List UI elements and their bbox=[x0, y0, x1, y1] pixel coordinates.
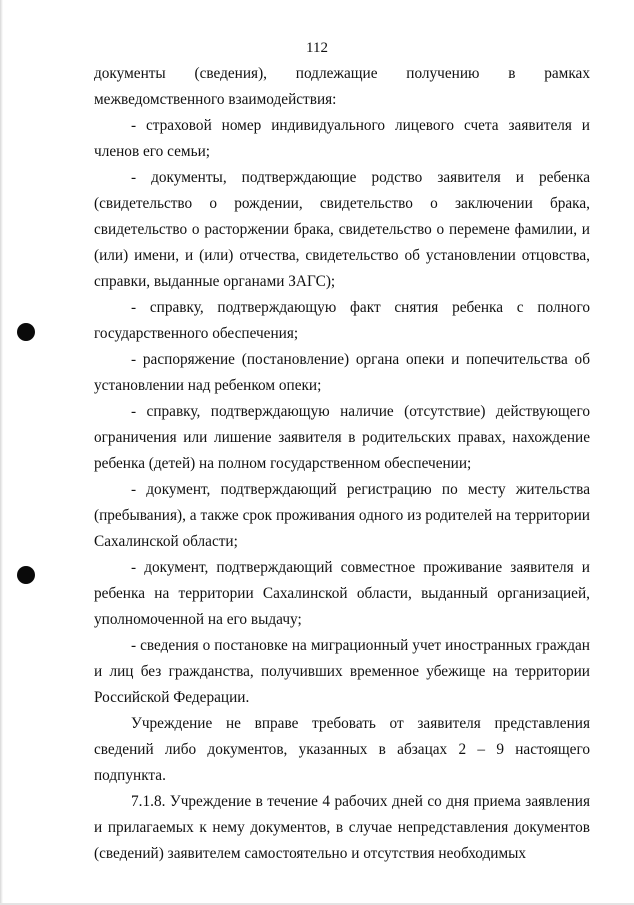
paragraph-section-7-1-8: 7.1.8. Учреждение в течение 4 рабочих дней со дня приема заявления и прилагаемых к нему документов, в случае непредставления документов (сведений) заявителем самостоятельно и отсутствия необходимых bbox=[94, 793, 590, 862]
list-item-kinship-documents: - документы, подтверждающие родство заявителя и ребенка (свидетельство о рождении, свидетельство о заключении брака, свидетельство о расторжении брака, свидетельство о перемене фамилии, и (или) имени, и (или) отчества, свидетельство об установлении отцовства, справки, выданные органами ЗАГС); bbox=[94, 169, 590, 290]
list-item-migration-record: - сведения о постановке на миграционный учет иностранных граждан и лиц без гражданства, получивших временное убежище на территории Российской Федерации. bbox=[94, 637, 590, 706]
paragraph-intro: документы (сведения), подлежащие получению в рамках межведомственного взаимодействия: bbox=[94, 65, 590, 108]
list-item-cohabitation: - документ, подтверждающий совместное проживание заявителя и ребенка на территории Сахалинской области, выданный организацией, уполномоченной на его выдачу; bbox=[94, 559, 590, 628]
scan-edge-shadow bbox=[0, 0, 3, 905]
list-item-parental-rights: - справку, подтверждающую наличие (отсутствие) действующего ограничения или лишение заявителя в родительских правах, нахождение ребенка (детей) на полном государственном обеспечении; bbox=[94, 403, 590, 472]
list-item-snils: - страховой номер индивидуального лицевого счета заявителя и членов его семьи; bbox=[94, 117, 590, 160]
page-number: 112 bbox=[306, 40, 328, 56]
paragraph-restriction: Учреждение не вправе требовать от заявителя представления сведений либо документов, указанных в абзацах 2 – 9 настоящего подпункта. bbox=[94, 715, 590, 784]
list-item-registration: - документ, подтверждающий регистрацию по месту жительства (пребывания), а также срок проживания одного из родителей на территории Сахалинской области; bbox=[94, 481, 590, 550]
binder-hole-bottom bbox=[17, 566, 35, 584]
list-item-guardianship-order: - распоряжение (постановление) органа опеки и попечительства об установлении над ребенком опеки; bbox=[94, 351, 590, 394]
body-text bbox=[94, 60, 590, 867]
list-item-state-care-removal: - справку, подтверждающую факт снятия ребенка с полного государственного обеспечения; bbox=[94, 299, 590, 342]
binder-hole-top bbox=[17, 323, 35, 341]
